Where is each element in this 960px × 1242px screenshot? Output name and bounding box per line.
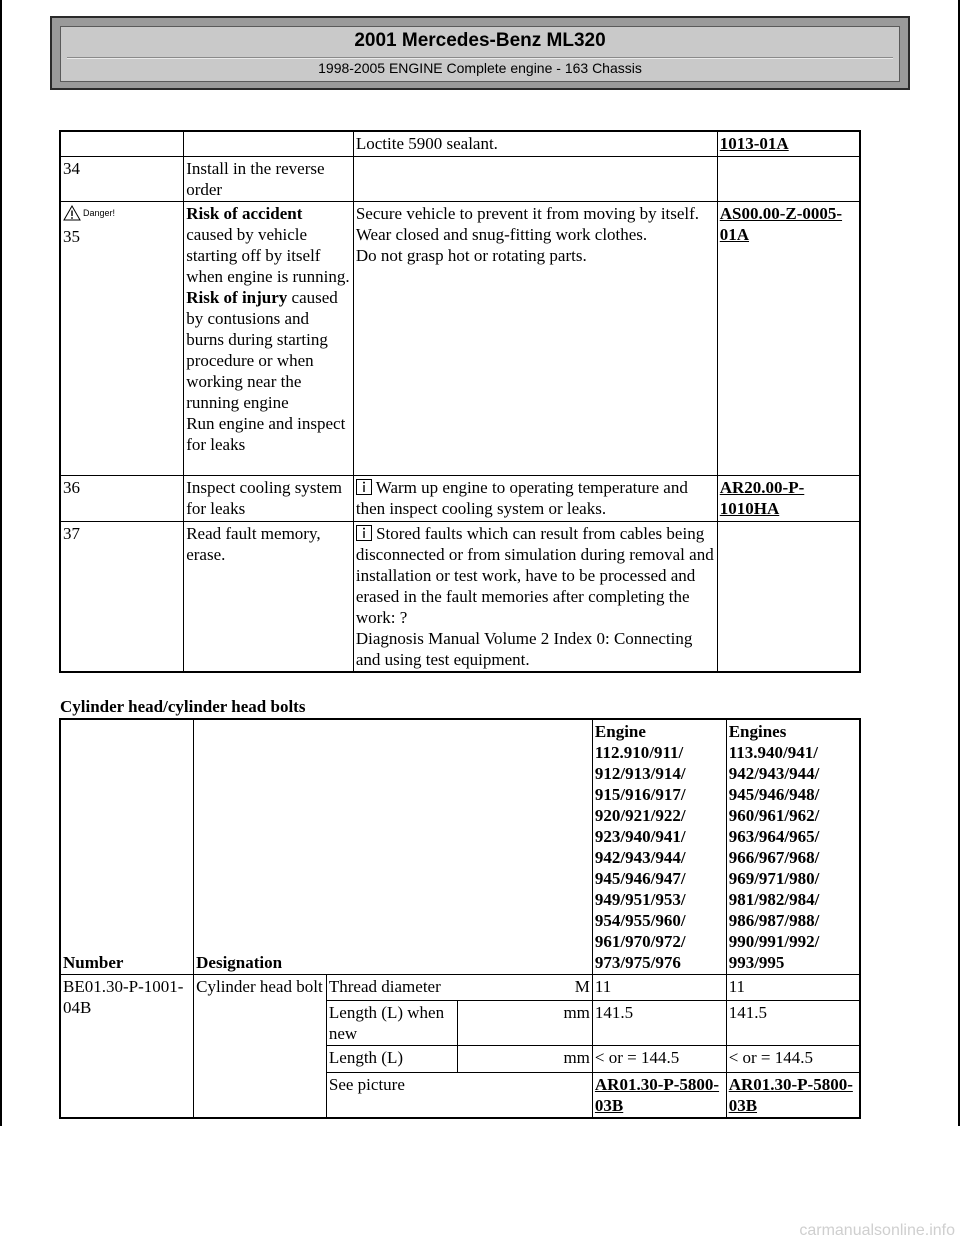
- spec-value: [592, 1073, 726, 1119]
- note-info-icon: [356, 525, 372, 541]
- spec-label: Thread diameter: [326, 975, 457, 1001]
- step-note: [353, 475, 717, 521]
- spec-value: 141.5: [592, 1001, 726, 1046]
- step-note: [353, 156, 717, 201]
- step-reference: [717, 156, 860, 201]
- header-number: Number: [60, 719, 194, 975]
- risk-accident-desc: caused by vehicle starting off by itself when engine is running.: [186, 224, 350, 286]
- spec-unit: mm: [457, 1046, 592, 1073]
- step-reference: [717, 475, 860, 521]
- step-note: [353, 201, 717, 475]
- step-operation: [184, 131, 354, 156]
- spec-label: See picture: [326, 1073, 457, 1119]
- note-text: Stored faults which can result from cables being disconnected or from simulation during removal and installation or test work, have to be processed and erased in the fault memories after completing the work: ?: [355, 523, 714, 627]
- reference-link[interactable]: 1013-01A: [719, 134, 789, 153]
- document-title: 2001 Mercedes-Benz ML320: [354, 30, 606, 51]
- table-row: [60, 131, 860, 156]
- step-number: 37: [60, 521, 184, 672]
- step-reference: [717, 131, 860, 156]
- step-operation-extra: Run engine and inspect for leaks: [186, 413, 346, 454]
- footer-watermark: carmanualsonline.info: [799, 1222, 955, 1239]
- reference-link[interactable]: AS00.00-Z-0005-01A: [719, 203, 843, 244]
- note-info-icon: [356, 479, 372, 495]
- header-designation: Designation: [194, 719, 327, 975]
- spec-unit: [457, 1073, 592, 1119]
- spec-designation: Cylinder head bolt: [194, 975, 327, 1119]
- reference-link[interactable]: AR20.00-P-1010HA: [719, 477, 805, 518]
- header-engine-112: Engine 112.910/911/ 912/913/914/ 915/916/917/ 920/921/922/ 923/940/941/ 942/943/944/ 945/946/947/ 949/951/953/ 954/955/960/ 961/970/972/ 973/975/976: [592, 719, 726, 975]
- table-row: [60, 156, 860, 201]
- step-operation: Inspect cooling system for leaks: [184, 475, 354, 521]
- table-header-row: [60, 719, 860, 975]
- danger-warning: [63, 203, 115, 224]
- note-line: Diagnosis Manual Volume 2 Index 0: Connecting and using test equipment.: [355, 628, 693, 669]
- spec-label: Length (L): [326, 1046, 457, 1073]
- spec-table: [59, 718, 861, 1119]
- spec-number: BE01.30-P-1001-04B: [60, 975, 194, 1119]
- step-operation: Read fault memory, erase.: [184, 521, 354, 672]
- picture-link[interactable]: AR01.30-P-5800-03B: [594, 1075, 720, 1115]
- document-subtitle: 1998-2005 ENGINE Complete engine - 163 Chassis: [318, 60, 642, 76]
- note-line: Do not grasp hot or rotating parts.: [355, 245, 587, 265]
- spec-unit: mm: [457, 1001, 592, 1046]
- step-number-text: 35: [63, 227, 80, 246]
- risk-accident-text: Risk of accident: [186, 203, 303, 223]
- step-operation: Install in the reverse order: [184, 156, 354, 201]
- risk-injury-text: Risk of injury: [186, 287, 288, 307]
- table-row: [60, 201, 860, 475]
- step-number: [60, 201, 184, 475]
- spec-value: < or = 144.5: [592, 1046, 726, 1073]
- step-note-text: Warm up engine to operating temperature and then inspect cooling system or leaks.: [355, 477, 688, 518]
- step-number: 36: [60, 475, 184, 521]
- warning-triangle-icon: [63, 205, 81, 221]
- spec-value: 11: [592, 975, 726, 1001]
- note-line: [356, 523, 715, 628]
- section-title: Cylinder head/cylinder head bolts: [60, 697, 306, 716]
- spec-unit: M: [457, 975, 592, 1001]
- step-operation: [184, 201, 354, 475]
- step-number: 34: [60, 156, 184, 201]
- step-number: [60, 131, 184, 156]
- table-row: [60, 975, 860, 1001]
- header-engine-113: Engines 113.940/941/ 942/943/944/ 945/946/948/ 960/961/962/ 963/964/965/ 966/967/968/ 969/971/980/ 981/982/984/ 986/987/988/ 990/991/992/ 993/995: [726, 719, 860, 975]
- risk-injury-desc: caused by contusions and burns during starting procedure or when working near the running engine: [186, 287, 338, 412]
- picture-link[interactable]: AR01.30-P-5800-03B: [728, 1075, 853, 1115]
- spec-label: Length (L) when new: [326, 1001, 457, 1046]
- header-blank: [457, 719, 592, 975]
- spec-value: < or = 144.5: [726, 1046, 860, 1073]
- table-row: [60, 475, 860, 521]
- page-border-left: [0, 0, 2, 1126]
- spec-value: 11: [726, 975, 860, 1001]
- step-note: Loctite 5900 sealant.: [353, 131, 717, 156]
- step-reference: [717, 201, 860, 475]
- spec-value: [726, 1073, 860, 1119]
- document-header-panel: [60, 26, 900, 82]
- note-line: Secure vehicle to prevent it from moving by itself.: [355, 203, 700, 223]
- step-reference: [717, 521, 860, 672]
- danger-label: Danger!: [83, 207, 116, 218]
- step-note: [353, 521, 717, 672]
- note-line: Wear closed and snug-fitting work clothes.: [355, 224, 648, 244]
- spec-value: 141.5: [726, 1001, 860, 1046]
- header-divider: [67, 57, 893, 59]
- table-row: [60, 521, 860, 672]
- procedure-table: [59, 130, 861, 673]
- header-blank: [326, 719, 457, 975]
